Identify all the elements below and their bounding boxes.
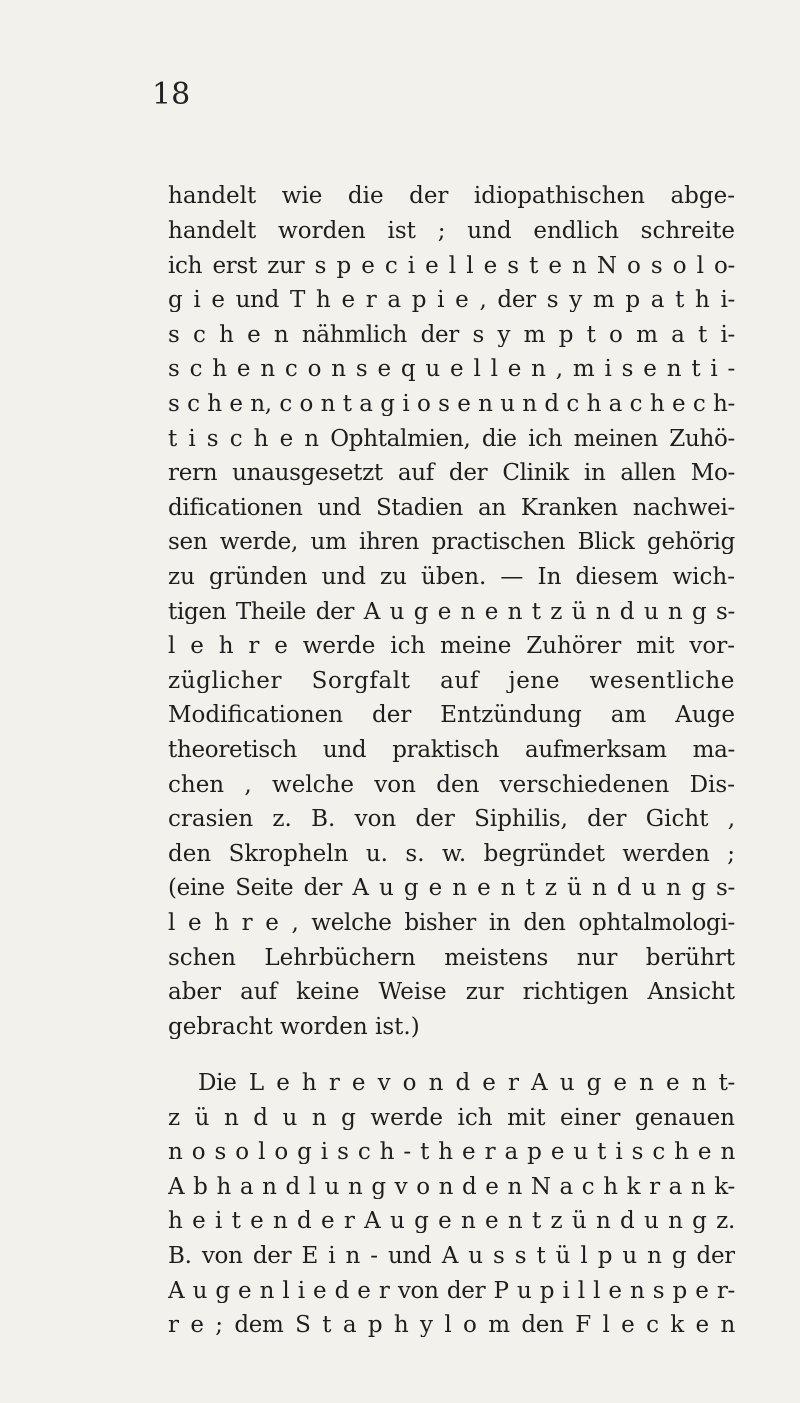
text-line: aber auf keine Weise zur richtigen Ansicht — [168, 981, 735, 1004]
text-line: t i s c h e n Ophtalmien, die ich meinen Zuhö- — [168, 428, 735, 451]
text-line: g i e und T h e r a p i e , der s y m p a t h i- — [168, 289, 735, 312]
text-line: Die L e h r e v o n d e r A u g e n e n t- — [198, 1072, 735, 1095]
text-line: sen werde, um ihren practischen Blick gehörig — [168, 531, 735, 554]
text-line: (eine Seite der A u g e n e n t z ü n d u n g s- — [168, 877, 735, 900]
text-line: schen Lehrbüchern meistens nur berührt — [168, 947, 735, 970]
text-line: n o s o l o g i s c h - t h e r a p e u t i s c h e n — [168, 1141, 735, 1164]
text-line: dificationen und Stadien an Kranken nachwei- — [168, 497, 735, 520]
text-line: s c h e n nähmlich der s y m p t o m a t i- — [168, 324, 735, 347]
text-line: gebracht worden ist.) — [168, 1016, 420, 1039]
text-line: chen , welche von den verschiedenen Dis- — [168, 774, 735, 797]
text-line: s c h e n c o n s e q u e l l e n , m i s e n t i - — [168, 358, 735, 381]
text-line: den Skropheln u. s. w. begründet werden ; — [168, 843, 735, 866]
text-line: B. von der E i n - und A u s s t ü l p u n g der — [168, 1245, 735, 1268]
text-line: l e h r e , welche bisher in den ophtalmologi- — [168, 912, 735, 935]
text-line: tigen Theile der A u g e n e n t z ü n d u n g s- — [168, 601, 735, 624]
text-line: A b h a n d l u n g v o n d e n N a c h k r a n k- — [168, 1176, 735, 1199]
text-line: rern unausgesetzt auf der Clinik in allen Mo- — [168, 462, 735, 485]
text-line: s c h e n, c o n t a g i o s e n u n d c h a c h e c h- — [168, 393, 735, 416]
text-line: theoretisch und praktisch aufmerksam ma- — [168, 739, 735, 762]
text-line: zu gründen und zu üben. — In diesem wich- — [168, 566, 735, 589]
text-line: z ü n d u n g werde ich mit einer genauen — [168, 1107, 735, 1130]
text-line: A u g e n l i e d e r von der P u p i l l e n s p e r- — [168, 1280, 735, 1303]
text-line: crasien z. B. von der Siphilis, der Gicht , — [168, 808, 735, 831]
text-line: handelt wie die der idiopathischen abge- — [168, 185, 735, 208]
text-line: handelt worden ist ; und endlich schreite — [168, 220, 735, 243]
text-line: ich erst zur s p e c i e l l e s t e n N o s o l o- — [168, 255, 735, 278]
text-line: l e h r e werde ich meine Zuhörer mit vor- — [168, 635, 735, 658]
text-line: h e i t e n d e r A u g e n e n t z ü n d u n g z. — [168, 1210, 735, 1233]
text-line: r e ; dem S t a p h y l o m den F l e c k e n — [168, 1314, 735, 1337]
page-number: 18 — [152, 77, 191, 112]
text-line: züglicher Sorgfalt auf jene wesentliche — [168, 670, 735, 693]
text-line: Modificationen der Entzündung am Auge — [168, 704, 735, 727]
